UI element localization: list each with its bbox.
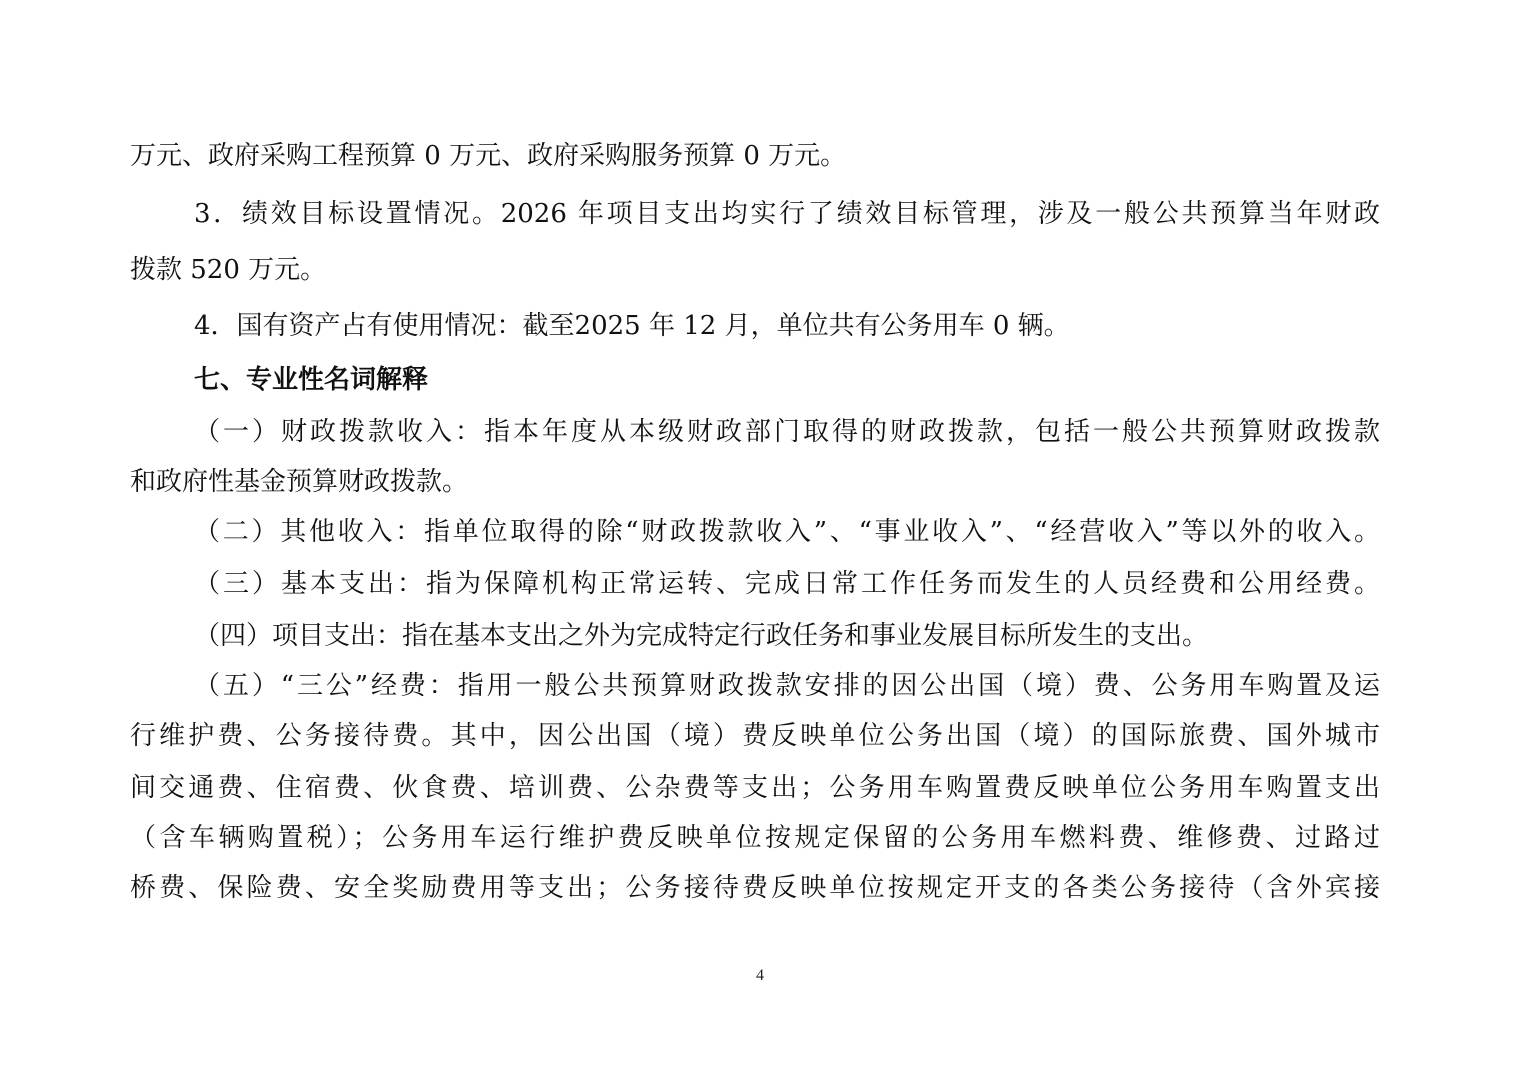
text-line: （一）财政拨款收入：指本年度从本级财政部门取得的财政拨款，包括一般公共预算财政拨款 [194, 417, 1380, 447]
text-line: （四）项目支出：指在基本支出之外为完成特定行政任务和事业发展目标所发生的支出。 [194, 621, 1209, 651]
text-line: （含车辆购置税）；公务用车运行维护费反映单位按规定保留的公务用车燃料费、维修费、过路过 [130, 823, 1380, 853]
text-line: （五）“三公”经费：指用一般公共预算财政拨款安排的因公出国（境）费、公务用车购置及运 [194, 671, 1380, 701]
section-heading: 七、专业性名词解释 [194, 365, 429, 395]
text-line: （二）其他收入：指单位取得的除“财政拨款收入”、“事业收入”、“经营收入”等以外的收入。 [194, 517, 1380, 547]
text-line: 和政府性基金预算财政拨款。 [130, 467, 469, 497]
text-line: （三）基本支出：指为保障机构正常运转、完成日常工作任务而发生的人员经费和公用经费。 [194, 569, 1380, 599]
text-line: 万元、政府采购工程预算 0 万元、政府采购服务预算 0 万元。 [130, 141, 847, 171]
text-line: 3．绩效目标设置情况。2026 年项目支出均实行了绩效目标管理，涉及一般公共预算当年财政 [194, 199, 1380, 229]
text-line: 4．国有资产占有使用情况：截至2025 年 12 月，单位共有公务用车 0 辆。 [194, 311, 1070, 341]
text-line: 拨款 520 万元。 [130, 255, 327, 285]
page-number: 4 [756, 967, 764, 984]
text-line: 间交通费、住宿费、伙食费、培训费、公杂费等支出；公务用车购置费反映单位公务用车购置支出 [130, 773, 1380, 803]
text-line: 行维护费、公务接待费。其中，因公出国（境）费反映单位公务出国（境）的国际旅费、国外城市 [130, 721, 1380, 751]
text-line: 桥费、保险费、安全奖励费用等支出；公务接待费反映单位按规定开支的各类公务接待（含外宾接 [130, 873, 1380, 903]
